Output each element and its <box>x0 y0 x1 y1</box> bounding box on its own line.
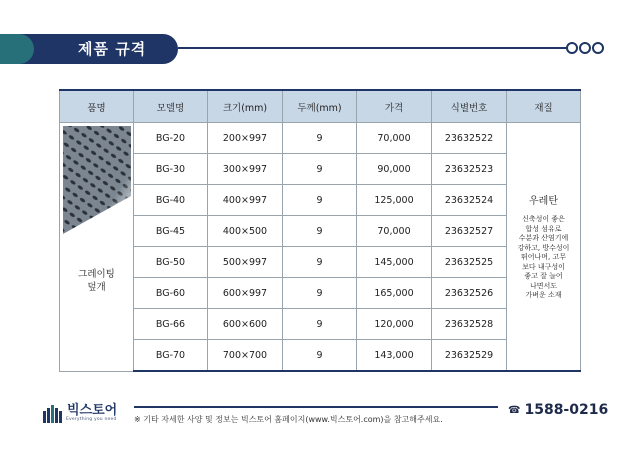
phone-icon: ☎ <box>508 404 521 416</box>
dot <box>566 42 578 54</box>
price-cell: 90,000 <box>357 154 432 185</box>
table-row <box>60 340 581 372</box>
thickness-cell: 9 <box>283 278 357 309</box>
model-cell: BG-45 <box>134 216 208 247</box>
id-cell: 23632523 <box>432 154 507 185</box>
thickness-cell: 9 <box>283 309 357 340</box>
price-cell: 70,000 <box>357 216 432 247</box>
header-dots-decoration <box>566 42 604 54</box>
size-cell: 500×997 <box>208 247 283 278</box>
brand-logo-text: 빅스토어 <box>67 403 118 418</box>
grating-cover-image <box>63 126 131 234</box>
id-cell: 23632522 <box>432 123 507 154</box>
header-size: 크기(mm) <box>208 90 283 123</box>
id-cell: 23632525 <box>432 247 507 278</box>
dot <box>579 42 591 54</box>
product-cell <box>60 123 134 372</box>
size-cell: 400×997 <box>208 185 283 216</box>
table-row <box>60 185 581 216</box>
header-divider <box>178 47 568 49</box>
model-cell: BG-60 <box>134 278 208 309</box>
footer-divider <box>134 406 498 408</box>
size-cell: 200×997 <box>208 123 283 154</box>
thickness-cell: 9 <box>283 154 357 185</box>
table-row <box>60 123 581 154</box>
page-title: 제품 규격 <box>78 40 147 58</box>
table-row <box>60 216 581 247</box>
header-price: 가격 <box>357 90 432 123</box>
model-cell: BG-20 <box>134 123 208 154</box>
id-cell: 23632529 <box>432 340 507 372</box>
thickness-cell: 9 <box>283 247 357 278</box>
header-product: 품명 <box>60 90 134 123</box>
logo-icon <box>43 403 65 423</box>
header-material: 재질 <box>507 90 581 123</box>
phone-number <box>508 402 608 418</box>
phone-text: 1588-0216 <box>524 402 609 418</box>
table-header-row <box>60 90 581 123</box>
thickness-cell: 9 <box>283 216 357 247</box>
size-cell: 300×997 <box>208 154 283 185</box>
material-description: 신축성이 좋은 합성 섬유로 수분과 산염기에 강하고, 방수성이 뛰어나며, 고무 보다 내구성이 좋고 잘 늘어 나면서도 가벼운 소재 <box>517 215 570 300</box>
material-cell <box>507 123 581 372</box>
id-cell: 23632528 <box>432 309 507 340</box>
size-cell: 700×700 <box>208 340 283 372</box>
model-cell: BG-30 <box>134 154 208 185</box>
thickness-cell: 9 <box>283 123 357 154</box>
price-cell: 143,000 <box>357 340 432 372</box>
size-cell: 400×500 <box>208 216 283 247</box>
price-cell: 165,000 <box>357 278 432 309</box>
model-cell: BG-70 <box>134 340 208 372</box>
model-cell: BG-66 <box>134 309 208 340</box>
table-row <box>60 278 581 309</box>
model-cell: BG-40 <box>134 185 208 216</box>
price-cell: 70,000 <box>357 123 432 154</box>
header-id: 식별번호 <box>432 90 507 123</box>
id-cell: 23632526 <box>432 278 507 309</box>
material-name: 우레탄 <box>529 196 558 208</box>
header-model: 모델명 <box>134 90 208 123</box>
brand-tagline: Everything you need <box>66 417 117 422</box>
model-cell: BG-50 <box>134 247 208 278</box>
price-cell: 125,000 <box>357 185 432 216</box>
id-cell: 23632527 <box>432 216 507 247</box>
header-thickness: 두께(mm) <box>283 90 357 123</box>
id-cell: 23632524 <box>432 185 507 216</box>
product-name: 그레이팅 덮개 <box>78 269 115 293</box>
table-row <box>60 154 581 185</box>
footer-note: ※ 기타 자세한 사양 및 정보는 빅스토어 홈페이지(www.빅스토어.com)을 참고해주세요. <box>134 415 443 424</box>
spec-table <box>59 89 581 372</box>
thickness-cell: 9 <box>283 185 357 216</box>
header-accent <box>0 34 34 64</box>
table-row <box>60 309 581 340</box>
size-cell: 600×997 <box>208 278 283 309</box>
price-cell: 145,000 <box>357 247 432 278</box>
thickness-cell: 9 <box>283 340 357 372</box>
table-row <box>60 247 581 278</box>
size-cell: 600×600 <box>208 309 283 340</box>
price-cell: 120,000 <box>357 309 432 340</box>
dot <box>592 42 604 54</box>
